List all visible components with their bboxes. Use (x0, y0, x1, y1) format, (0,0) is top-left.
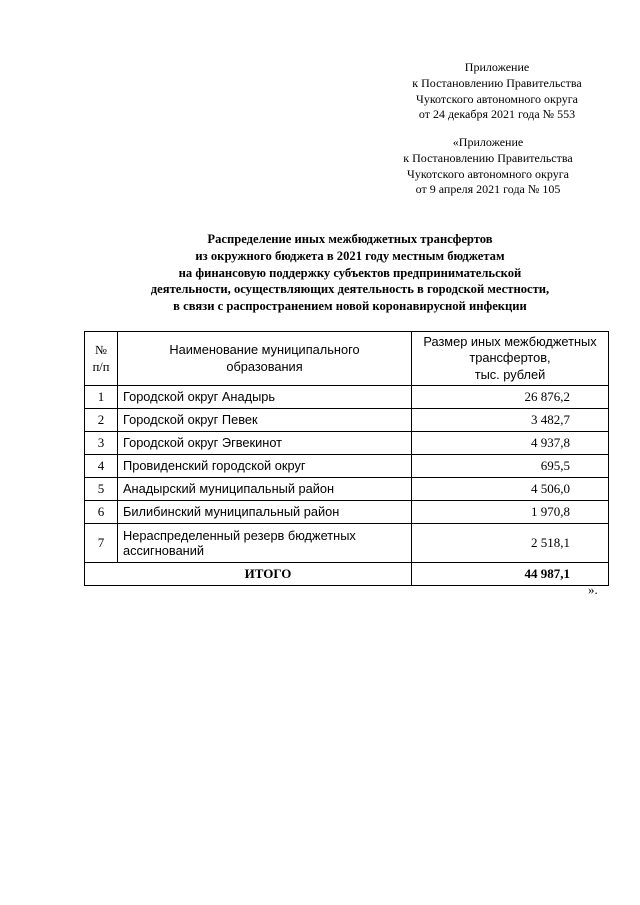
row-number: 1 (85, 386, 118, 409)
table-total-row (85, 563, 609, 586)
title-line: Распределение иных межбюджетных трансфертов (207, 232, 493, 246)
table-row (85, 386, 609, 409)
row-amount: 695,5 (412, 455, 609, 478)
appendix-line: к Постановлению Правительства (412, 75, 582, 90)
table-row (85, 432, 609, 455)
row-municipality: Городской округ Анадырь (118, 386, 412, 409)
table-row (85, 524, 609, 563)
row-municipality: Городской округ Эгвекинот (118, 432, 412, 455)
row-amount: 2 518,1 (412, 524, 609, 563)
row-municipality: Анадырский муниципальный район (118, 478, 412, 501)
table-row (85, 409, 609, 432)
total-amount: 44 987,1 (412, 563, 609, 586)
row-number: 4 (85, 455, 118, 478)
appendix-line: Чукотского автономного округа (416, 91, 578, 106)
row-amount: 4 937,8 (412, 432, 609, 455)
header-municipality: Наименование муниципального образования (118, 332, 412, 386)
row-amount: 1 970,8 (412, 501, 609, 524)
document-title (40, 231, 640, 315)
table-row (85, 478, 609, 501)
appendix-header-original (368, 135, 608, 198)
row-number: 5 (85, 478, 118, 501)
appendix-line: Приложение (464, 60, 530, 74)
appendix-line: Чукотского автономного округа (407, 166, 569, 181)
row-amount: 4 506,0 (412, 478, 609, 501)
appendix-line: к Постановлению Правительства (403, 150, 573, 165)
title-line: деятельности, осуществляющих деятельность в городской местности, (150, 282, 550, 297)
row-number: 6 (85, 501, 118, 524)
row-number: 2 (85, 409, 118, 432)
row-amount: 26 876,2 (412, 386, 609, 409)
title-line: на финансовую поддержку субъектов предпринимательской (178, 265, 522, 280)
table-row (85, 501, 609, 524)
header-amount: Размер иных межбюджетных трансфертов, тыс. рублей (412, 332, 609, 386)
appendix-line: от 9 апреля 2021 года № 105 (415, 182, 561, 197)
table-header-row (85, 332, 609, 386)
row-municipality: Провиденский городской округ (118, 455, 412, 478)
appendix-header-current (377, 60, 617, 123)
total-label: ИТОГО (85, 563, 412, 586)
closing-quote-mark: ». (588, 582, 598, 597)
distribution-table (84, 331, 609, 586)
row-number: 3 (85, 432, 118, 455)
row-number: 7 (85, 524, 118, 563)
row-amount: 3 482,7 (412, 409, 609, 432)
title-line: в связи с распространением новой коронавирусной инфекции (173, 299, 527, 314)
row-municipality: Нераспределенный резерв бюджетных ассигнований (118, 524, 412, 563)
appendix-line: от 24 декабря 2021 года № 553 (418, 107, 576, 122)
row-municipality: Городской округ Певек (118, 409, 412, 432)
row-municipality: Билибинский муниципальный район (118, 501, 412, 524)
appendix-line: «Приложение (452, 135, 524, 149)
title-line: из окружного бюджета в 2021 году местным бюджетам (195, 248, 505, 263)
header-number: № п/п (85, 332, 118, 386)
table-row (85, 455, 609, 478)
